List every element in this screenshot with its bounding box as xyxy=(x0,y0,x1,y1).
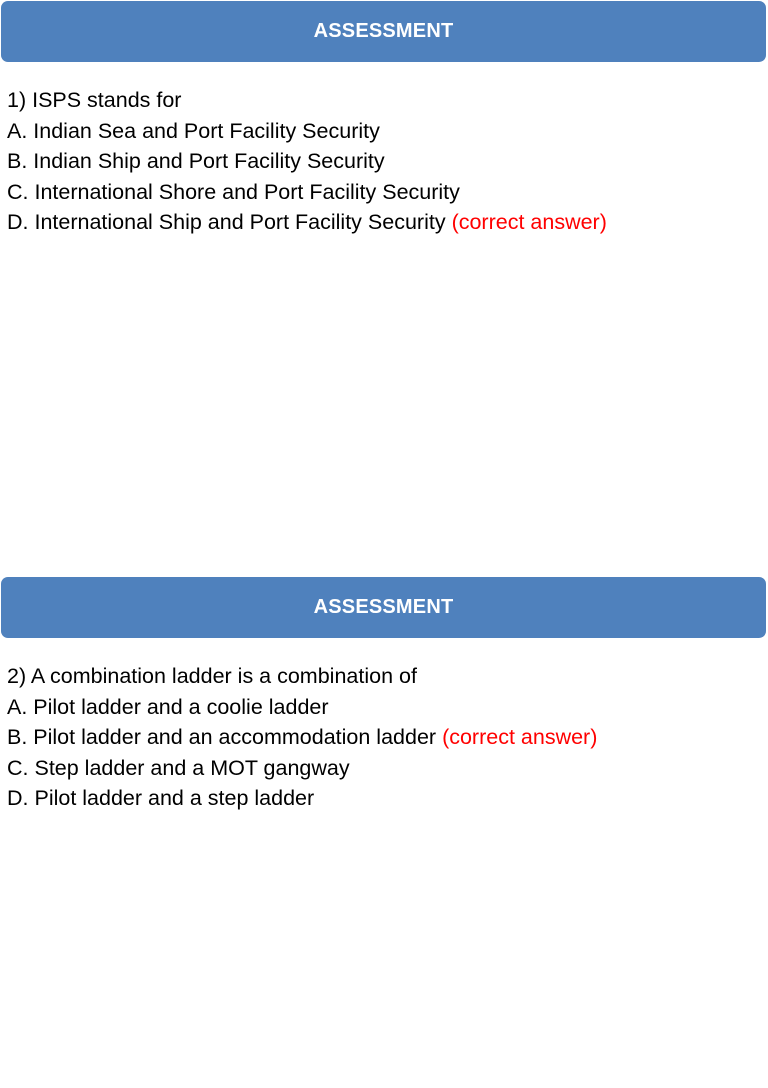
answer-option-text: C. Step ladder and a MOT gangway xyxy=(7,755,350,780)
answer-option-text: A. Indian Sea and Port Facility Security xyxy=(7,118,380,143)
correct-answer-marker: (correct answer) xyxy=(451,210,607,235)
answer-option-d xyxy=(7,207,762,238)
correct-answer-marker: (correct answer) xyxy=(442,725,598,750)
slide-header-title: ASSESSMENT xyxy=(313,20,454,42)
assessment-slide-2 xyxy=(0,576,768,1088)
answer-option-d xyxy=(7,783,762,814)
answer-option-b xyxy=(7,146,762,177)
slide-header-bar xyxy=(1,577,766,638)
answer-option-text: A. Pilot ladder and a coolie ladder xyxy=(7,694,329,719)
question-text: 1) ISPS stands for xyxy=(7,88,182,112)
answer-option-c xyxy=(7,177,762,208)
answer-option-text: D. Pilot ladder and a step ladder xyxy=(7,786,315,811)
answer-option-text: D. International Ship and Port Facility Security xyxy=(7,210,446,235)
question-block xyxy=(7,661,762,814)
answer-option-text: C. International Shore and Port Facility Security xyxy=(7,179,460,204)
slide-header-title: ASSESSMENT xyxy=(313,596,454,618)
answer-option-b xyxy=(7,722,762,753)
answer-option-text: B. Indian Ship and Port Facility Security xyxy=(7,149,385,174)
question-text: 2) A combination ladder is a combination of xyxy=(7,664,417,688)
slide-header-bar xyxy=(1,1,766,62)
question-block xyxy=(7,85,762,238)
assessment-slide-1 xyxy=(0,0,768,512)
answer-option-a xyxy=(7,692,762,723)
answer-option-c xyxy=(7,753,762,784)
answer-option-text: B. Pilot ladder and an accommodation ladder xyxy=(7,725,437,750)
answer-option-a xyxy=(7,116,762,147)
